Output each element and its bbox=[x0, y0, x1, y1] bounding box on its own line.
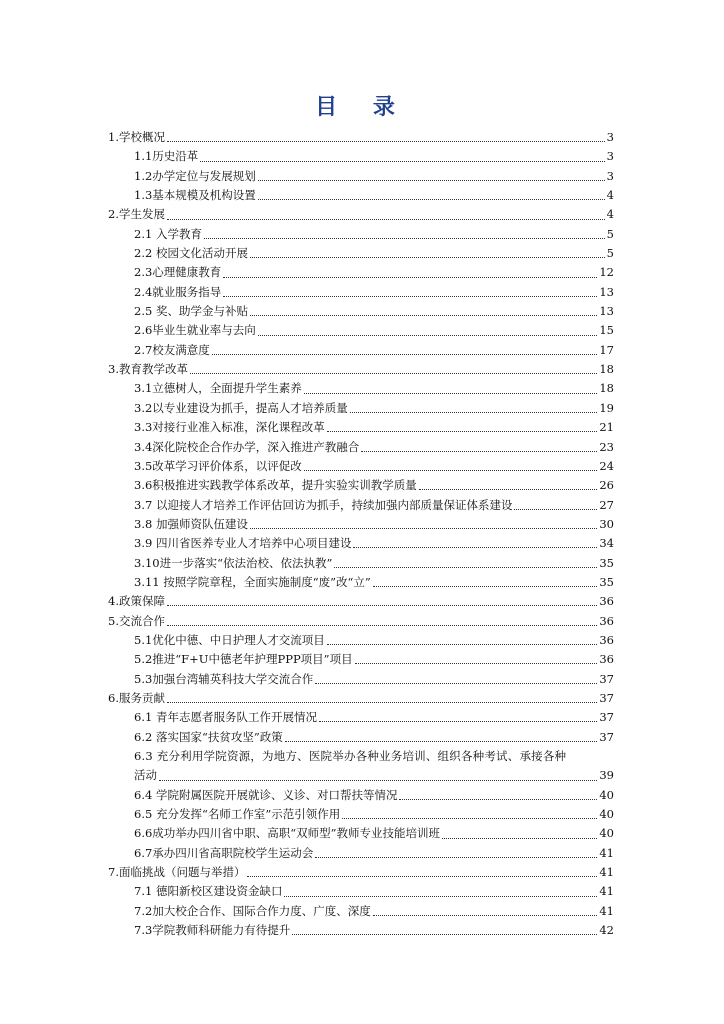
dot-leader bbox=[334, 567, 597, 568]
dot-leader bbox=[350, 412, 598, 413]
toc-entry-page: 40 bbox=[599, 826, 614, 841]
toc-entry-page: 35 bbox=[599, 574, 614, 589]
toc-entry-label: 4.政策保障 bbox=[108, 594, 165, 609]
toc-entry-page: 36 bbox=[599, 652, 614, 667]
toc-entry-label: 1.学校概况 bbox=[108, 130, 165, 144]
toc-entry-label: 3.教育教学改革 bbox=[108, 362, 188, 377]
toc-entry[interactable] bbox=[108, 766, 614, 785]
dot-leader bbox=[223, 277, 597, 278]
toc-entry-label: 活动 bbox=[134, 768, 157, 783]
dot-leader bbox=[250, 257, 605, 258]
toc-entry-label: 6.6成功举办四川省中职、高职“双师型”教师专业技能培训班 bbox=[134, 826, 441, 841]
dot-leader bbox=[285, 741, 598, 742]
toc-entry[interactable] bbox=[108, 244, 614, 263]
dot-leader bbox=[319, 721, 597, 722]
toc-entry-page: 12 bbox=[599, 265, 614, 280]
dot-leader bbox=[190, 373, 597, 374]
toc-entry[interactable] bbox=[108, 534, 614, 553]
toc-entry[interactable] bbox=[108, 418, 614, 437]
toc-entry-label: 7.2加大校企合作、国际合作力度、广度、深度 bbox=[134, 903, 371, 918]
dot-leader bbox=[315, 857, 597, 858]
toc-entry[interactable] bbox=[108, 167, 614, 186]
toc-entry[interactable] bbox=[108, 554, 614, 573]
toc-entry-label: 3.2以专业建设为抓手，提高人才培养质量 bbox=[134, 400, 348, 415]
dot-leader bbox=[342, 818, 597, 819]
toc-entry[interactable] bbox=[108, 882, 614, 901]
dot-leader bbox=[373, 586, 598, 587]
toc-entry[interactable] bbox=[108, 457, 614, 476]
toc-entry-label: 2.6毕业生就业率与去向 bbox=[134, 323, 256, 338]
toc-entry[interactable] bbox=[108, 844, 614, 863]
toc-entry[interactable] bbox=[108, 225, 614, 244]
toc-entry[interactable] bbox=[108, 747, 614, 766]
toc-entry-page: 37 bbox=[599, 690, 614, 705]
toc-entry[interactable] bbox=[108, 379, 614, 398]
toc-entry-page: 36 bbox=[599, 632, 614, 647]
toc-entry-label: 6.服务贡献 bbox=[108, 690, 165, 705]
toc-entry-page: 27 bbox=[599, 497, 614, 512]
toc-entry[interactable] bbox=[108, 205, 614, 224]
dot-leader bbox=[419, 489, 598, 490]
toc-entry-label: 3.6积极推进实践教学体系改革，提升实验实训教学质量 bbox=[134, 478, 417, 493]
toc-entry-label: 3.5改革学习评价体系，以评促改 bbox=[134, 458, 302, 473]
toc-entry[interactable] bbox=[108, 921, 614, 940]
toc-entry[interactable] bbox=[108, 631, 614, 650]
dot-leader bbox=[167, 625, 597, 626]
toc-entry-page: 4 bbox=[606, 207, 614, 222]
toc-entry-page: 37 bbox=[599, 710, 614, 725]
dot-leader bbox=[304, 470, 598, 471]
toc-entry-page: 4 bbox=[606, 188, 614, 203]
toc-entry[interactable] bbox=[108, 573, 614, 592]
toc-entry-label: 3.10进一步落实“依法治校、依法执教” bbox=[134, 555, 333, 570]
toc-entry-page: 36 bbox=[599, 594, 614, 609]
toc-entry-page: 3 bbox=[606, 149, 614, 164]
dot-leader bbox=[353, 547, 597, 548]
toc-entry-label: 3.8 加强师资队伍建设 bbox=[134, 516, 248, 531]
toc-entry-page: 24 bbox=[599, 458, 614, 473]
toc-entry-label: 3.3对接行业准入标准，深化课程改革 bbox=[134, 420, 325, 435]
toc-entry-label: 3.7 以迎接人才培养工作评估回访为抓手，持续加强内部质量保证体系建设 bbox=[134, 497, 513, 512]
toc-entry[interactable] bbox=[108, 186, 614, 205]
toc-entry-label: 1.2办学定位与发展规划 bbox=[134, 168, 256, 183]
toc-entry-label: 3.1立德树人，全面提升学生素养 bbox=[134, 381, 302, 396]
toc-entry-label: 2.7校友满意度 bbox=[134, 342, 210, 357]
toc-entry-page: 41 bbox=[599, 845, 614, 860]
toc-entry-page: 5 bbox=[606, 226, 614, 241]
dot-leader bbox=[373, 915, 598, 916]
dot-leader bbox=[258, 180, 605, 181]
toc-entry-page: 5 bbox=[606, 246, 614, 261]
toc-entry-label: 2.2 校园文化活动开展 bbox=[134, 246, 248, 261]
toc-entry-label: 1.3基本规模及机构设置 bbox=[134, 188, 256, 203]
dot-leader bbox=[315, 683, 597, 684]
toc-entry[interactable] bbox=[108, 341, 614, 360]
toc-entry-label: 7.面临挑战（问题与举措） bbox=[108, 865, 246, 880]
toc-entry[interactable] bbox=[108, 708, 614, 727]
toc-entry[interactable] bbox=[108, 147, 614, 166]
toc-entry-label: 2.3心理健康教育 bbox=[134, 265, 222, 280]
toc-entry[interactable] bbox=[108, 515, 614, 534]
dot-leader bbox=[250, 528, 597, 529]
dot-leader bbox=[204, 238, 605, 239]
toc-entry-label: 3.11 按照学院章程，全面实施制度“废”改“立” bbox=[134, 574, 371, 589]
toc-entry[interactable] bbox=[108, 863, 614, 882]
page-title: 目 录 bbox=[315, 94, 409, 120]
toc-entry-page: 41 bbox=[599, 884, 614, 899]
toc-entry-page: 3 bbox=[606, 130, 614, 144]
table-of-contents bbox=[108, 128, 614, 940]
dot-leader bbox=[223, 296, 597, 297]
dot-leader bbox=[212, 354, 598, 355]
toc-entry[interactable] bbox=[108, 805, 614, 824]
toc-entry[interactable] bbox=[108, 438, 614, 457]
toc-entry-page: 13 bbox=[599, 284, 614, 299]
toc-entry-label: 5.3加强台湾辅英科技大学交流合作 bbox=[134, 671, 314, 686]
dot-leader bbox=[258, 335, 598, 336]
dot-leader bbox=[200, 161, 604, 162]
toc-entry[interactable] bbox=[108, 496, 614, 515]
toc-entry-label: 5.2推进“F+U中德老年护理PPP项目”项目 bbox=[134, 652, 353, 667]
toc-entry[interactable] bbox=[108, 786, 614, 805]
dot-leader bbox=[167, 141, 605, 142]
toc-entry-label: 3.4深化院校企合作办学，深入推进产教融合 bbox=[134, 439, 360, 454]
toc-entry-label: 1.1历史沿革 bbox=[134, 149, 199, 164]
dot-leader bbox=[327, 431, 598, 432]
toc-entry-label: 5.1优化中德、中日护理人才交流项目 bbox=[134, 632, 325, 647]
toc-entry-page: 35 bbox=[599, 555, 614, 570]
toc-entry-label: 7.1 德阳新校区建设资金缺口 bbox=[134, 884, 283, 899]
dot-leader bbox=[514, 509, 597, 510]
toc-entry-page: 34 bbox=[599, 536, 614, 551]
toc-entry[interactable] bbox=[108, 128, 614, 147]
toc-entry-page: 42 bbox=[599, 923, 614, 938]
dot-leader bbox=[361, 451, 597, 452]
toc-entry-page: 3 bbox=[606, 168, 614, 183]
toc-entry-page: 41 bbox=[599, 903, 614, 918]
toc-entry-page: 36 bbox=[599, 613, 614, 628]
dot-leader bbox=[250, 315, 597, 316]
toc-entry[interactable] bbox=[108, 670, 614, 689]
toc-entry-label: 3.9 四川省医养专业人才培养中心项目建设 bbox=[134, 536, 352, 551]
toc-entry[interactable] bbox=[108, 360, 614, 379]
toc-entry[interactable] bbox=[108, 476, 614, 495]
toc-entry-page: 40 bbox=[599, 787, 614, 802]
toc-entry-page: 40 bbox=[599, 807, 614, 822]
toc-entry[interactable] bbox=[108, 650, 614, 669]
toc-entry[interactable] bbox=[108, 399, 614, 418]
toc-entry-label: 2.4就业服务指导 bbox=[134, 284, 222, 299]
toc-entry[interactable] bbox=[108, 612, 614, 631]
dot-leader bbox=[167, 605, 597, 606]
toc-entry-page: 19 bbox=[599, 400, 614, 415]
toc-entry[interactable] bbox=[108, 302, 614, 321]
toc-entry[interactable] bbox=[108, 824, 614, 843]
toc-entry-label: 6.3 充分利用学院资源，为地方、医院举办各种业务培训、组织各种考试、承接各种 bbox=[134, 749, 567, 763]
toc-entry[interactable] bbox=[108, 592, 614, 611]
dot-leader bbox=[247, 876, 597, 877]
dot-leader bbox=[327, 644, 598, 645]
toc-entry[interactable] bbox=[108, 689, 614, 708]
dot-leader bbox=[355, 663, 598, 664]
toc-entry-page: 18 bbox=[599, 381, 614, 396]
dot-leader bbox=[292, 934, 597, 935]
toc-entry[interactable] bbox=[108, 902, 614, 921]
toc-entry-page: 13 bbox=[599, 304, 614, 319]
toc-entry-label: 2.1 入学教育 bbox=[134, 226, 202, 241]
toc-entry[interactable] bbox=[108, 728, 614, 747]
toc-entry-page: 21 bbox=[599, 420, 614, 435]
toc-entry-page: 37 bbox=[599, 671, 614, 686]
toc-entry[interactable] bbox=[108, 283, 614, 302]
dot-leader bbox=[399, 799, 597, 800]
dot-leader bbox=[159, 780, 597, 781]
dot-leader bbox=[167, 702, 597, 703]
toc-entry-label: 6.4 学院附属医院开展就诊、义诊、对口帮扶等情况 bbox=[134, 787, 398, 802]
toc-entry-label: 5.交流合作 bbox=[108, 613, 165, 628]
toc-entry[interactable] bbox=[108, 321, 614, 340]
toc-entry-label: 6.1 青年志愿者服务队工作开展情况 bbox=[134, 710, 317, 725]
dot-leader bbox=[442, 838, 597, 839]
toc-entry-label: 6.7承办四川省高职院校学生运动会 bbox=[134, 845, 314, 860]
toc-entry-page: 41 bbox=[599, 865, 614, 880]
toc-entry-page: 18 bbox=[599, 362, 614, 377]
toc-entry-label: 6.5 充分发挥“名师工作室”示范引领作用 bbox=[134, 807, 341, 822]
dot-leader bbox=[167, 219, 605, 220]
toc-entry-page: 17 bbox=[599, 342, 614, 357]
dot-leader bbox=[258, 199, 605, 200]
toc-entry-page: 30 bbox=[599, 516, 614, 531]
toc-entry-label: 7.3学院教师科研能力有待提升 bbox=[134, 923, 291, 938]
toc-entry-page: 39 bbox=[599, 768, 614, 783]
toc-entry-label: 6.2 落实国家“扶贫攻坚”政策 bbox=[134, 729, 283, 744]
toc-entry-label: 2.学生发展 bbox=[108, 207, 165, 222]
toc-entry-page: 23 bbox=[599, 439, 614, 454]
toc-entry-page: 37 bbox=[599, 729, 614, 744]
toc-entry-label: 2.5 奖、助学金与补贴 bbox=[134, 304, 248, 319]
toc-entry-page: 15 bbox=[599, 323, 614, 338]
dot-leader bbox=[284, 896, 597, 897]
toc-entry-page: 26 bbox=[599, 478, 614, 493]
dot-leader bbox=[304, 393, 598, 394]
toc-entry[interactable] bbox=[108, 263, 614, 282]
